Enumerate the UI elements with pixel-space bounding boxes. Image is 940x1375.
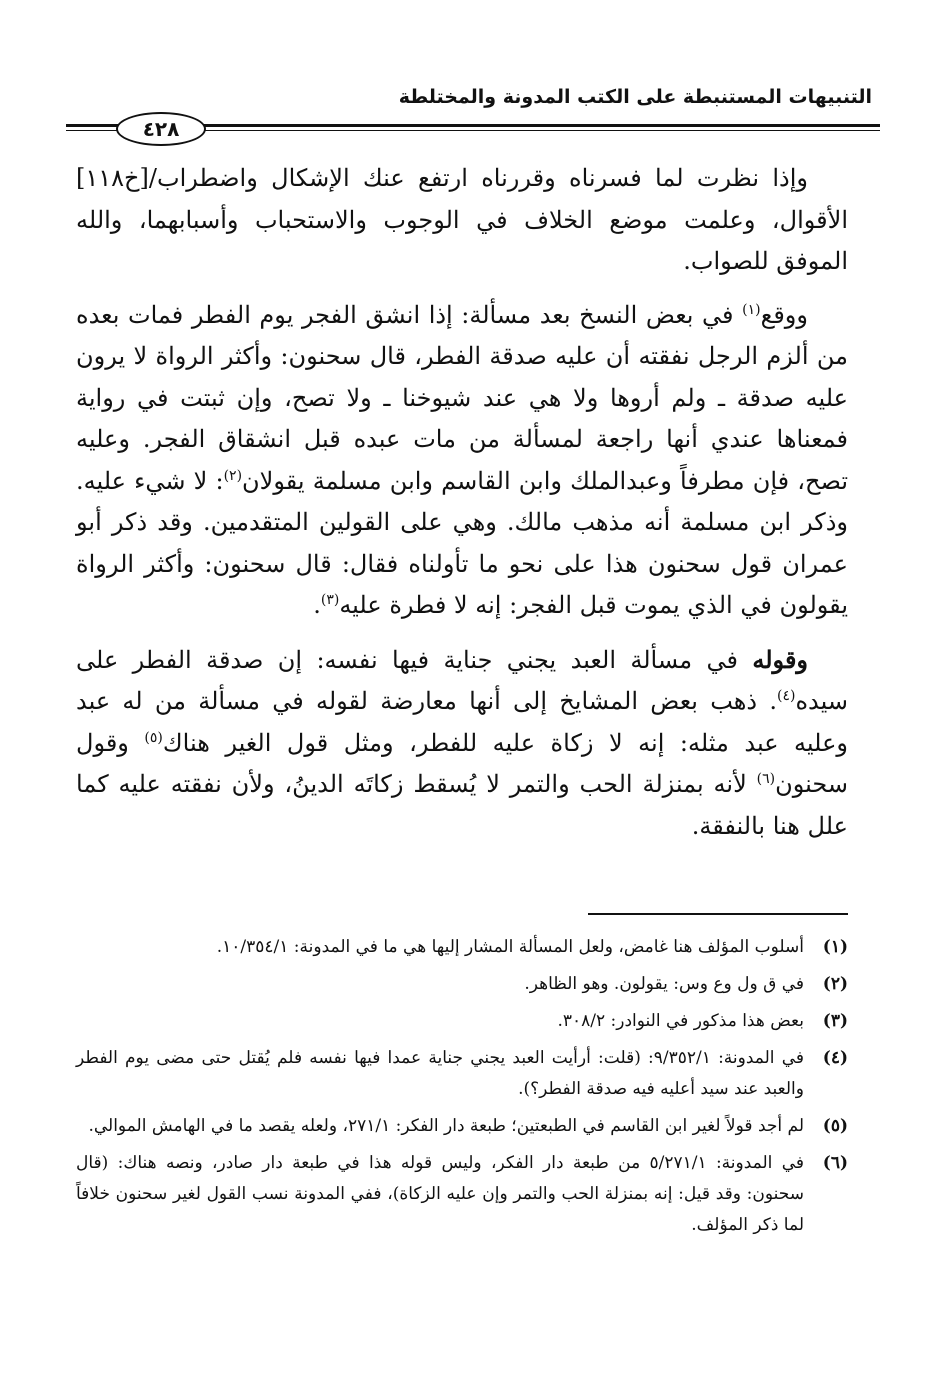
text-span: وقول سحنون (76, 728, 848, 798)
text-span: لأنه بمنزلة الحب والتمر لا يُسقط زكاتَه الدينُ، ولأن نفقته عليه كما علل هنا بالنفقة. (76, 770, 848, 840)
page-number: ٤٢٨ (116, 112, 206, 146)
footnote-number: (٢) (822, 974, 848, 994)
paragraph-2 (76, 295, 848, 627)
footnote-ref-1: (١) (742, 301, 761, 318)
footnote-text: بعض هذا مذكور في النوادر: ٣٠٨/٢. (557, 1011, 804, 1031)
footnote-ref-2: (٢) (223, 467, 243, 484)
text-span: : لا شيء عليه. وذكر ابن مسلمة أنه مذهب مالك. وهي على القولين المتقدمين. وقد ذكر أبو عمران قول سحنون هذا على نحو ما تأولناه فقال: قال سحنون: وأكثر الرواة يقولون في الذي يموت قبل الفجر: إنه لا فطرة عليه (76, 466, 848, 619)
footnote-text: في ق ول وع وس: يقولون. وهو الظاهر. (524, 974, 804, 994)
footnote-ref-3: (٣) (320, 592, 340, 608)
text-span: في بعض النسخ بعد مسألة: إذا انشق الفجر يوم الفطر فمات بعده من ألزم الرجل نفقته أن عليه صدقة الفطر، قال سحنون: وأكثر الرواة لا يرون عليه صدقة ـ ولم أروها ولا هي عند شيوخنا ـ ولا تصح، وإن ثبتت في رواية فمعناها عندي أنها راجعة لمسألة من مات عبده قبل انشقاق الفجر. وعليه تصح، فإن مطرفاً وعبدالملك وابن القاسم وابن مسلمة يقولان (76, 300, 849, 495)
footnote-ref-5: (٥) (144, 729, 163, 746)
footnote-text: في المدونة: ٥/٢٧١/١ من طبعة دار الفكر، وليس قوله هذا في طبعة دار صادر، ونصه هناك: (قال سحنون: وقد قيل: إنه بمنزلة الحب والتمر وإن عليه الزكاة)، ففي المدونة نسب القول لغير سحنون خلافاً لما ذكر المؤلف. (76, 1153, 804, 1235)
footnote-item (76, 1043, 848, 1105)
footnote-item (76, 969, 848, 1000)
footnote-ref-4: (٤) (777, 688, 796, 704)
footnote-text: في المدونة: ٩/٣٥٢/١: (قلت: أرأيت العبد يجني جناية عمدا فيها نفسه فلم يُقتل حتى مضى يوم الفطر والعبد عند سيد أعليه فيه صدقة الفطر؟). (76, 1048, 804, 1099)
main-text (76, 158, 848, 859)
footnote-number: (٦) (822, 1153, 848, 1173)
footnote-number: (٣) (822, 1011, 848, 1031)
footnotes (76, 932, 848, 1247)
paragraph-1: وإذا نظرت لما فسرناه وقررناه ارتفع عنك الإشكال واضطراب/[خ١١٨] الأقوال، وعلمت موضع الخلاف في الوجوب والاستحباب وأسبابهما، والله الموفق للصواب. (76, 164, 848, 275)
footnote-item (76, 1111, 848, 1142)
text-span: . (313, 591, 321, 619)
footnote-item (76, 1006, 848, 1037)
footnote-item (76, 1148, 848, 1241)
footnote-ref-6: (٦) (756, 771, 776, 787)
text-span: ووقع (760, 300, 808, 329)
footnote-number: (٥) (822, 1116, 848, 1136)
page-header (66, 80, 880, 140)
bold-lemma: وقوله (752, 644, 808, 674)
footnote-text: أسلوب المؤلف هنا غامض، ولعل المسألة المشار إليها هي ما في المدونة: ١٠/٣٥٤/١. (216, 937, 804, 957)
footnote-item (76, 932, 848, 963)
footnote-separator (588, 913, 848, 915)
paragraph-3 (76, 639, 848, 848)
footnote-number: (١) (822, 937, 848, 957)
footnote-text: لم أجد قولاً لغير ابن القاسم في الطبعتين؛ طبعة دار الفكر: ٢٧١/١، ولعله يقصد ما في الهامش الموالي. (88, 1116, 804, 1136)
running-title: التنبيهات المستنبطة على الكتب المدونة والمختلطة (398, 86, 872, 108)
text-span: في مسألة العبد يجني جناية فيها نفسه: إن صدقة الفطر على سيده (76, 645, 848, 715)
footnote-number: (٤) (822, 1048, 848, 1068)
text-span: . ذهب بعض المشايخ إلى أنها معارضة لقوله في مسألة من له عبد وعليه عبد مثله: إنه لا زكاة عليه للفطر، ومثل قول الغير هناك (76, 687, 848, 757)
